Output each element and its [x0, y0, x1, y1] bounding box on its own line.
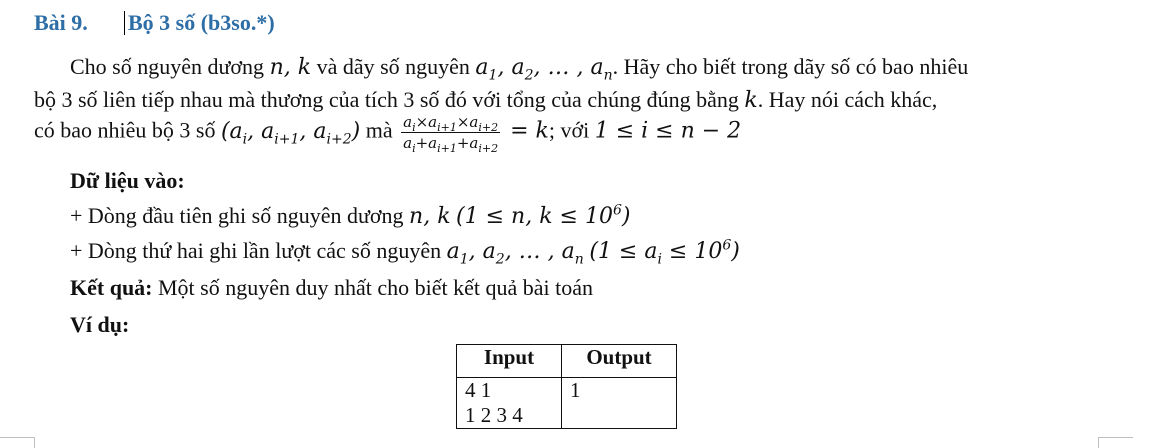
page-margin-marker-right [1098, 437, 1133, 448]
output-line [70, 275, 593, 301]
math-vars: n, k [409, 204, 451, 229]
statement-line-3 [34, 112, 741, 153]
input-line-2 [70, 237, 740, 268]
input-line-1 [70, 203, 630, 229]
statement-text: Cho số nguyên dương [70, 54, 270, 79]
statement-line-1 [70, 54, 969, 84]
math-vars: n, k [269, 55, 312, 80]
range-condition: (1 ≤ n, $k \le 10^6$) [456, 202, 631, 229]
input-text: + Dòng thứ hai ghi lần lượt các số nguyên [70, 238, 447, 263]
statement-text: . Hãy cho biết trong dãy số có bao nhiêu [612, 54, 969, 79]
input-line: 1 2 3 4 [465, 403, 523, 427]
range-text: (1 ≤ a [589, 239, 658, 264]
input-text: + Dòng đầu tiên ghi số nguyên dương [70, 203, 410, 228]
range-exponent: 6 [612, 202, 622, 219]
statement-text: ; với [548, 117, 595, 143]
input-cell [457, 378, 562, 429]
example-label: Ví dụ: [70, 312, 130, 337]
problem-heading [34, 10, 275, 36]
statement-text: có bao nhiêu bộ 3 số [34, 117, 221, 143]
problem-number: Bài 9. [34, 10, 88, 35]
header-input: Input [457, 345, 562, 378]
sequence-formula: $a_1$, $a_2$, … , $a_n$ [475, 55, 613, 84]
statement-text: . Hay nói cách khác, [757, 87, 938, 112]
input-line: 4 1 [465, 378, 492, 402]
sequence-formula: $a_1$, $a_2$, … , $a_n$ [446, 239, 584, 268]
statement-line-2 [34, 87, 937, 113]
statement-text: bộ 3 số liên tiếp nhau mà thương của tích 3 số đó với tổng của chúng đúng bằng [34, 87, 745, 112]
table-row [457, 378, 677, 429]
index-condition: 1 ≤ i ≤ n − 2 [594, 118, 742, 144]
output-label: Kết quả: [70, 275, 153, 300]
header-output: Output [562, 345, 677, 378]
range-condition: $(1 \le a_i \le 10^6)$ [589, 237, 740, 268]
statement-text: và dãy số nguyên [311, 54, 476, 79]
problem-title: Bộ 3 số (b3so.*) [128, 10, 275, 35]
range-exponent: 6 [722, 237, 732, 254]
output-line: 1 [570, 378, 581, 402]
fraction-numerator: $a_i\times a_{i+1}\times a_{i+2}$ [403, 113, 499, 134]
math-equals-k: = k [503, 118, 549, 144]
fraction-denominator: $a_i+a_{i+1}+a_{i+2}$ [403, 134, 499, 155]
output-text: Một số nguyên duy nhất cho biết kết quả bài toán [152, 275, 594, 300]
output-cell [562, 378, 677, 429]
table-header-row [457, 345, 677, 378]
range-text: (1 ≤ n, k ≤ 10 [456, 204, 613, 229]
triple-formula: ($a_i$, $a_{i+1}$, $a_{i+2}$) [220, 118, 361, 147]
math-var-k: k [744, 88, 758, 113]
example-table [456, 344, 677, 429]
page-margin-marker-left [0, 437, 35, 448]
text-cursor [124, 11, 125, 35]
statement-text: mà [360, 117, 399, 143]
input-label: Dữ liệu vào: [70, 168, 185, 193]
fraction-formula [401, 112, 500, 153]
